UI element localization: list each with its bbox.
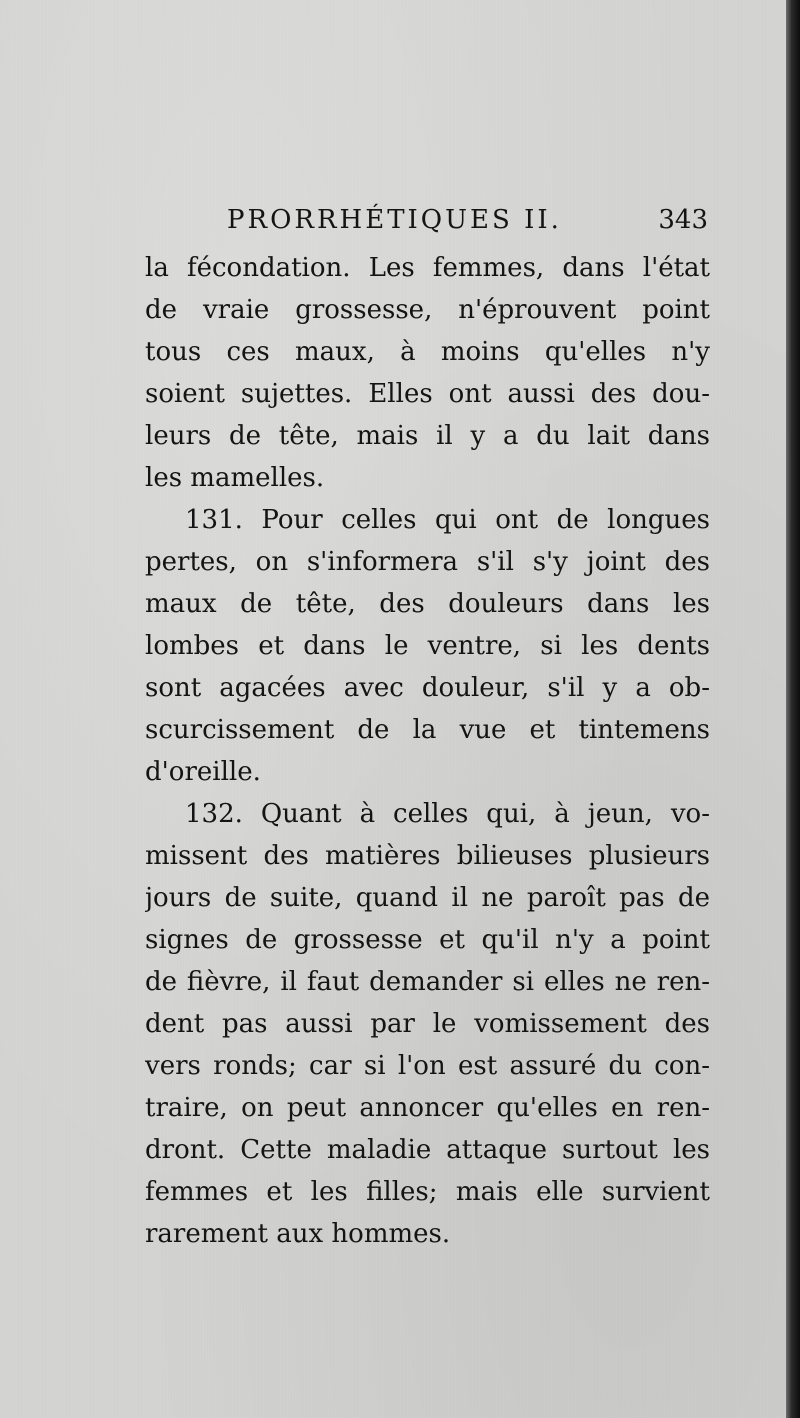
text-line: pertes, on s'informera s'il s'y joint des: [145, 547, 710, 577]
text-line: leurs de tête, mais il y a du lait dans: [145, 421, 710, 451]
text-line: soient sujettes. Elles ont aussi des dou-: [145, 379, 710, 409]
text-line: 131. Pour celles qui ont de longues: [185, 505, 710, 535]
text-line: missent des matières bilieuses plusieurs: [145, 841, 710, 871]
text-line: vers ronds; car si l'on est assuré du con-: [145, 1051, 710, 1081]
paragraph-132: [145, 793, 710, 1255]
page-number: 343: [658, 205, 708, 235]
paragraph-continuation: [145, 247, 710, 499]
page-text-block: [145, 205, 710, 1255]
text-line: dront. Cette maladie attaque surtout les: [145, 1135, 710, 1165]
text-line: jours de suite, quand il ne paroît pas de: [145, 883, 710, 913]
text-line: de fièvre, il faut demander si elles ne ren-: [145, 967, 710, 997]
paragraph-131: [145, 499, 710, 793]
text-line: maux de tête, des douleurs dans les: [145, 589, 710, 619]
text-line: tous ces maux, à moins qu'elles n'y: [145, 337, 710, 367]
text-line: femmes et les filles; mais elle survient: [145, 1177, 710, 1207]
page-edge-shadow: [786, 0, 800, 1418]
text-line: scurcissement de la vue et tintemens: [145, 715, 710, 745]
text-line: les mamelles.: [145, 463, 325, 493]
running-header: [145, 205, 710, 247]
text-line: signes de grossesse et qu'il n'y a point: [145, 925, 710, 955]
text-line: d'oreille.: [145, 757, 261, 787]
text-line: sont agacées avec douleur, s'il y a ob-: [145, 673, 710, 703]
text-line: de vraie grossesse, n'éprouvent point: [145, 295, 710, 325]
text-line: dent pas aussi par le vomissement des: [145, 1009, 710, 1039]
text-line: 132. Quant à celles qui, à jeun, vo-: [185, 799, 710, 829]
header-title: PRORRHÉTIQUES II.: [227, 205, 562, 235]
text-line: rarement aux hommes.: [145, 1219, 451, 1249]
text-line: lombes et dans le ventre, si les dents: [145, 631, 710, 661]
text-line: traire, on peut annoncer qu'elles en ren-: [145, 1093, 710, 1123]
text-line: la fécondation. Les femmes, dans l'état: [145, 253, 710, 283]
